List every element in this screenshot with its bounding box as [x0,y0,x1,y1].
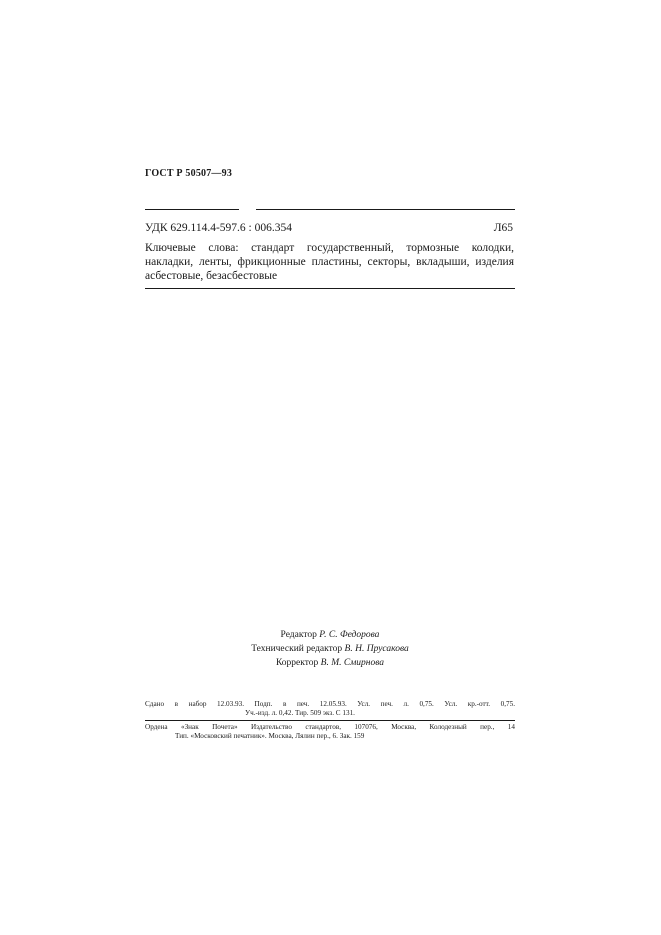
keywords-bottom-rule [145,288,515,289]
editor-name: Р. С. Федорова [319,630,380,640]
long-top-rule [256,209,515,210]
imprint-rule [145,720,515,721]
print-imprint [145,700,515,750]
corrector-line [180,656,480,670]
imprint-line-2: Уч.-изд. л. 0,42. Тир. 509 экз. С 131. [245,709,355,717]
editor-line [180,628,480,642]
corrector-name: В. М. Смирнова [320,658,385,668]
tech-editor-role: Технический редактор [251,644,343,654]
imprint-line-4: Тип. «Московский печатник». Москва, Лялин пер., 6. Зак. 159 [175,732,365,740]
editorial-credits [180,628,480,670]
classification-group: Л65 [493,222,513,234]
imprint-line-1: Сдано в набор 12.03.93. Подп. в печ. 12.05.93. Усл. печ. л. 0,75. Усл. кр.-отт. 0,75. [145,700,515,708]
editor-role: Редактор [280,630,317,640]
keywords-paragraph: Ключевые слова: стандарт государственный, тормозные колодки, накладки, ленты, фрикционные пластины, секторы, вкладыши, изделия асбестовые, безасбестовые [145,242,514,282]
udk-code: УДК 629.114.4-597.6 : 006.354 [145,222,292,234]
tech-editor-line [180,642,480,656]
tech-editor-name: В. Н. Прусакова [344,644,409,654]
short-top-rule [145,209,239,210]
corrector-role: Корректор [275,658,319,668]
imprint-line-3: Ордена «Знак Почета» Издательство стандартов, 107076, Москва, Колодезный пер., 14 [145,723,515,731]
standard-designation: ГОСТ Р 50507—93 [145,168,233,179]
